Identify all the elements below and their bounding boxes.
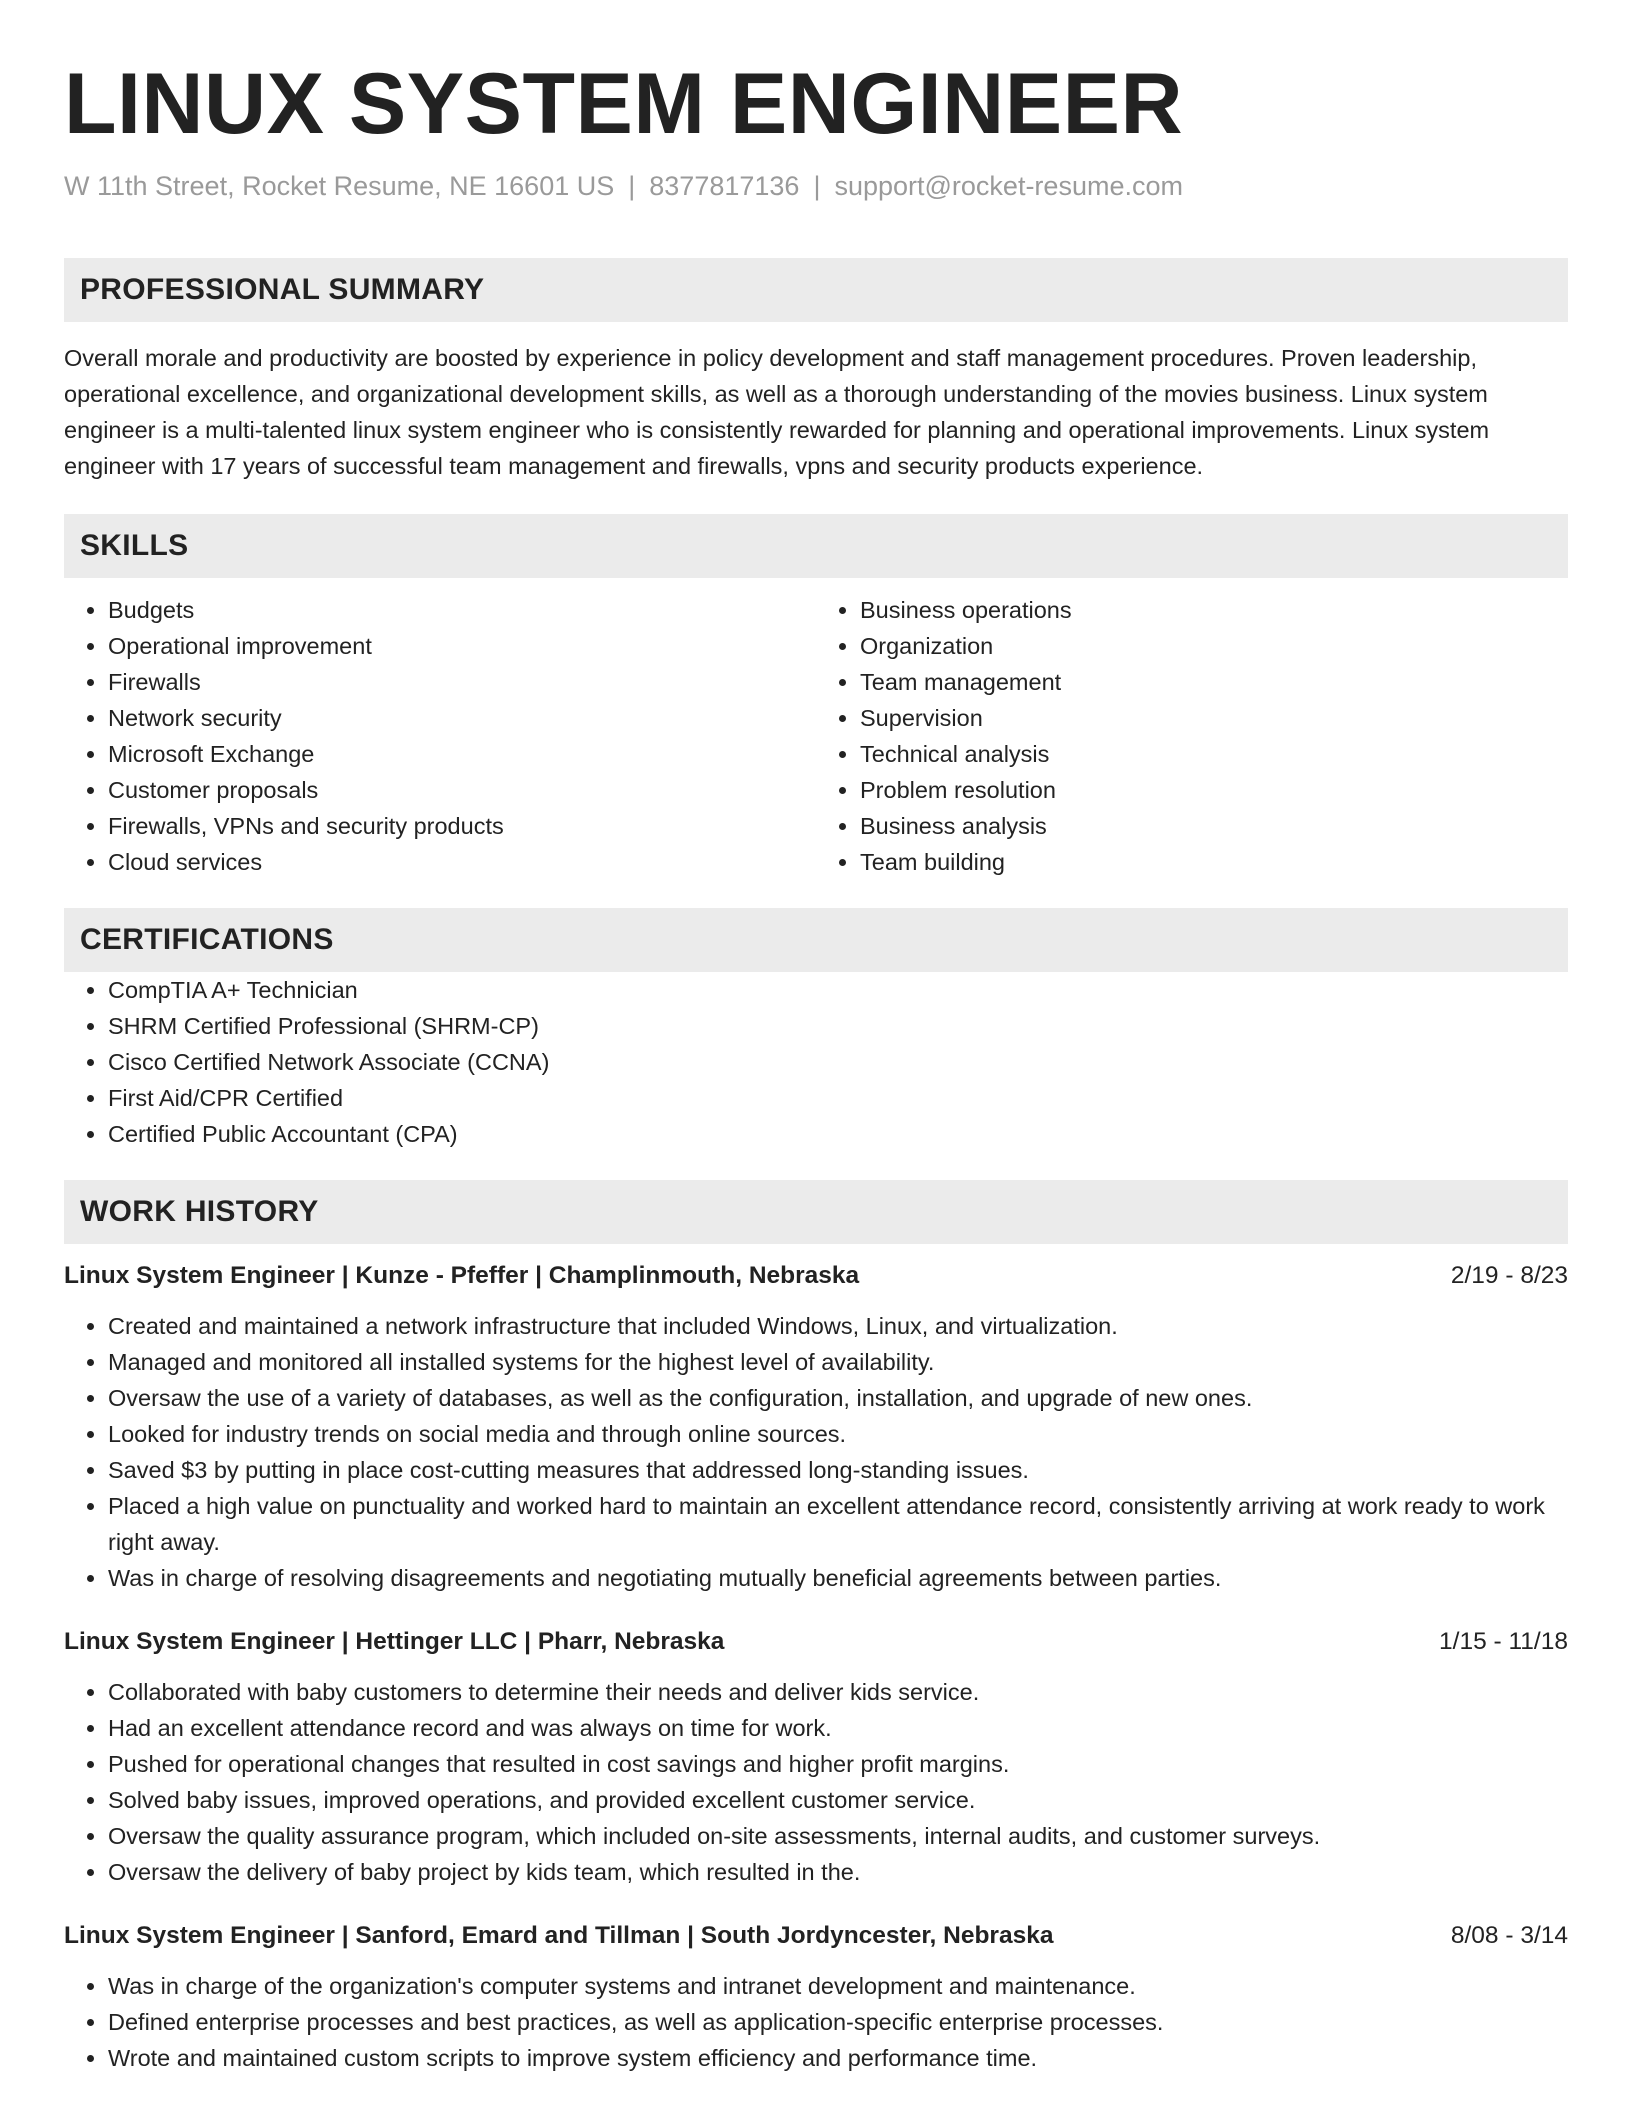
job-header: [64, 1256, 1568, 1296]
job-header: [64, 1916, 1568, 1956]
job-bullet: • Defined enterprise processes and best practices, as well as application-specific enterprise processes.: [108, 2004, 1568, 2040]
skill-item: • Cloud services: [108, 844, 816, 880]
job-bullet: • Managed and monitored all installed systems for the highest level of availability.: [108, 1344, 1568, 1380]
job-bullets: [64, 1674, 1568, 1890]
job-bullet: • Oversaw the quality assurance program, which included on-site assessments, internal audits, and customer surveys.: [108, 1818, 1568, 1854]
skill-item: • Firewalls, VPNs and security products: [108, 808, 816, 844]
skill-item: • Operational improvement: [108, 628, 816, 664]
skills-list-left: [64, 592, 816, 880]
job-bullets: [64, 1308, 1568, 1596]
job-bullet: • Solved baby issues, improved operations, and provided excellent customer service.: [108, 1782, 1568, 1818]
skill-item: • Microsoft Exchange: [108, 736, 816, 772]
certification-item: • CompTIA A+ Technician: [108, 972, 1568, 1008]
work-history-heading: WORK HISTORY: [64, 1180, 1568, 1244]
job-bullet: • Wrote and maintained custom scripts to improve system efficiency and performance time.: [108, 2040, 1568, 2076]
certification-item: • SHRM Certified Professional (SHRM-CP): [108, 1008, 1568, 1044]
skill-item: • Supervision: [860, 700, 1568, 736]
job-entry: [64, 1622, 1568, 1890]
contact-email: support@rocket-resume.com: [834, 171, 1183, 201]
skill-item: • Business operations: [860, 592, 1568, 628]
certifications-list: [64, 972, 1568, 1152]
job-bullet: • Was in charge of the organization's computer systems and intranet development and maintenance.: [108, 1968, 1568, 2004]
skill-item: • Technical analysis: [860, 736, 1568, 772]
skill-item: • Business analysis: [860, 808, 1568, 844]
skill-item: • Customer proposals: [108, 772, 816, 808]
contact-separator: |: [628, 171, 636, 201]
summary-text: Overall morale and productivity are boosted by experience in policy development and staff management procedures. Proven leadership, operational excellence, and organizational development skills, as well as a thorough understanding of the movies business. Linux system engineer is a multi-talented linux system engineer who is consistently rewarded for planning and operational improvements. Linux system engineer with 17 years of successful team management and firewalls, vpns and security products experience.: [64, 345, 1490, 479]
summary-heading: PROFESSIONAL SUMMARY: [64, 258, 1568, 322]
contact-phone: 8377817136: [649, 171, 800, 201]
job-bullet: • Was in charge of resolving disagreements and negotiating mutually beneficial agreements between parties.: [108, 1560, 1568, 1596]
contact-line: [64, 166, 1568, 206]
job-bullet: • Oversaw the delivery of baby project by kids team, which resulted in the.: [108, 1854, 1568, 1890]
skill-item: • Budgets: [108, 592, 816, 628]
job-title: Linux System Engineer | Hettinger LLC | Pharr, Nebraska: [64, 1628, 725, 1655]
certifications-heading: CERTIFICATIONS: [64, 908, 1568, 972]
job-bullet: • Placed a high value on punctuality and worked hard to maintain an excellent attendance record, consistently arriving at work ready to work right away.: [108, 1488, 1568, 1560]
skill-item: • Network security: [108, 700, 816, 736]
job-bullet: • Looked for industry trends on social media and through online sources.: [108, 1416, 1568, 1452]
skill-item: • Team building: [860, 844, 1568, 880]
skills-list-right: [816, 592, 1568, 880]
skills-grid: [64, 592, 1568, 880]
job-title: Linux System Engineer | Kunze - Pfeffer | Champlinmouth, Nebraska: [64, 1262, 860, 1289]
certification-item: • First Aid/CPR Certified: [108, 1080, 1568, 1116]
job-dates: 2/19 - 8/23: [1450, 1262, 1568, 1289]
job-bullet: • Pushed for operational changes that resulted in cost savings and higher profit margins.: [108, 1746, 1568, 1782]
job-bullet: • Collaborated with baby customers to determine their needs and deliver kids service.: [108, 1674, 1568, 1710]
contact-separator: |: [813, 171, 821, 201]
job-dates: 8/08 - 3/14: [1450, 1922, 1568, 1949]
job-entry: [64, 1916, 1568, 2076]
job-title: Linux System Engineer | Sanford, Emard and Tillman | South Jordyncester, Nebraska: [64, 1922, 1054, 1949]
skill-item: • Team management: [860, 664, 1568, 700]
contact-address: W 11th Street, Rocket Resume, NE 16601 US: [64, 171, 615, 201]
job-bullet: • Saved $3 by putting in place cost-cutting measures that addressed long-standing issues.: [108, 1452, 1568, 1488]
skill-item: • Organization: [860, 628, 1568, 664]
certification-item: • Certified Public Accountant (CPA): [108, 1116, 1568, 1152]
job-bullet: • Created and maintained a network infrastructure that included Windows, Linux, and virtualization.: [108, 1308, 1568, 1344]
skill-item: • Firewalls: [108, 664, 816, 700]
skills-heading: SKILLS: [64, 514, 1568, 578]
resume-title: LINUX SYSTEM ENGINEER: [64, 56, 1184, 152]
job-dates: 1/15 - 11/18: [1439, 1628, 1568, 1655]
job-entry: [64, 1256, 1568, 1596]
job-bullet: • Oversaw the use of a variety of databases, as well as the configuration, installation, and upgrade of new ones.: [108, 1380, 1568, 1416]
certification-item: • Cisco Certified Network Associate (CCNA): [108, 1044, 1568, 1080]
job-bullet: • Had an excellent attendance record and was always on time for work.: [108, 1710, 1568, 1746]
skill-item: • Problem resolution: [860, 772, 1568, 808]
job-header: [64, 1622, 1568, 1662]
job-bullets: [64, 1968, 1568, 2076]
